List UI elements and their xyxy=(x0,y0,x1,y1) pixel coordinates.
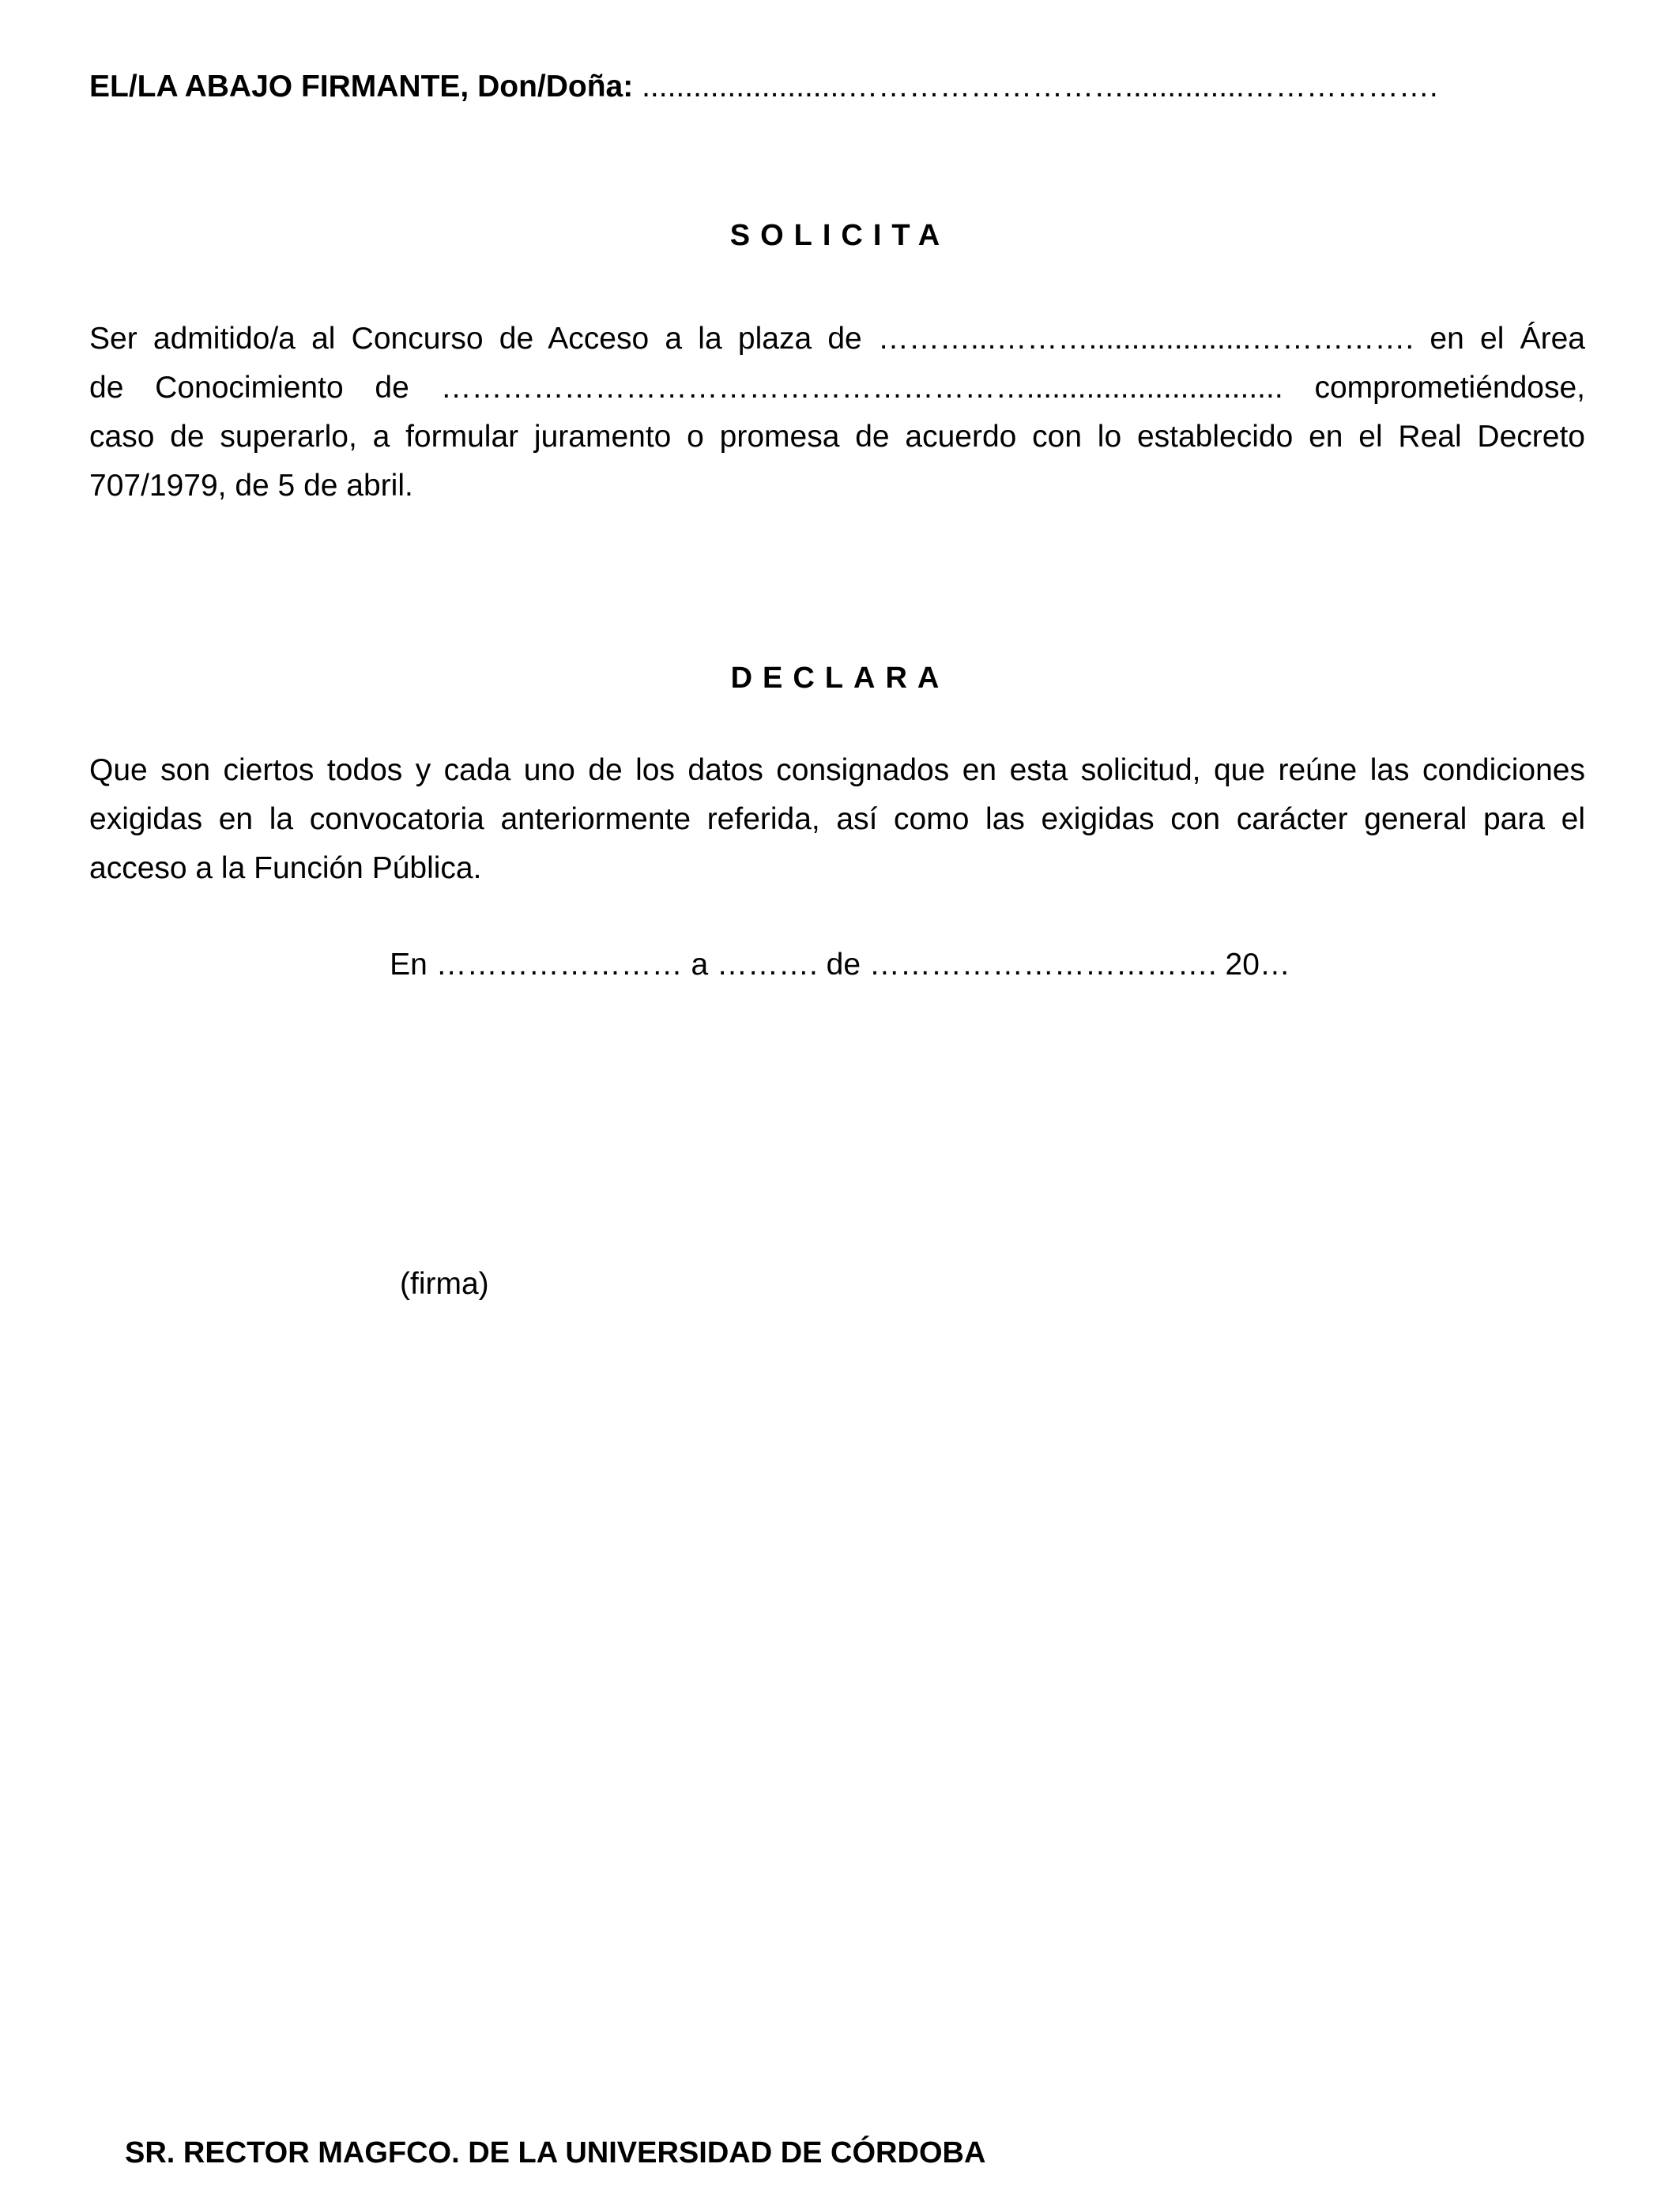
solicita-line-4: 707/1979, de 5 de abril. xyxy=(89,469,413,503)
signer-line xyxy=(89,68,1438,106)
solicita-line-2: de Conocimiento de ………………………………………………….............................. comprometiéndose, xyxy=(89,371,1585,405)
signer-label: EL/LA ABAJO FIRMANTE, Don/Doña: xyxy=(89,70,634,104)
declara-line-3: acceso a la Función Pública. xyxy=(89,851,482,885)
addressee: SR. RECTOR MAGFCO. DE LA UNIVERSIDAD DE CÓRDOBA xyxy=(125,2136,986,2169)
declara-paragraph xyxy=(89,746,1585,893)
solicita-line-3: caso de superarlo, a formular juramento o promesa de acuerdo con lo establecido en el Real Decreto xyxy=(89,420,1585,454)
solicita-paragraph xyxy=(89,315,1585,511)
date-place-line: En …………………… a ………. de ……………………………. 20… xyxy=(390,948,1290,982)
solicita-heading: SOLICITA xyxy=(729,219,951,252)
signer-blank: ........................………………………..............………………. xyxy=(633,70,1438,104)
signature-label: (firma) xyxy=(400,1267,489,1301)
declara-line-1: Que son ciertos todos y cada uno de los datos consignados en esta solicitud, que reúne las condiciones xyxy=(89,753,1585,787)
solicita-line-1: Ser admitido/a al Concurso de Acceso a la plaza de ………...………...................……………. en el Área xyxy=(89,322,1585,356)
declara-heading: DECLARA xyxy=(730,662,950,695)
declara-line-2: exigidas en la convocatoria anteriormente referida, así como las exigidas con carácter general para el xyxy=(89,802,1585,836)
